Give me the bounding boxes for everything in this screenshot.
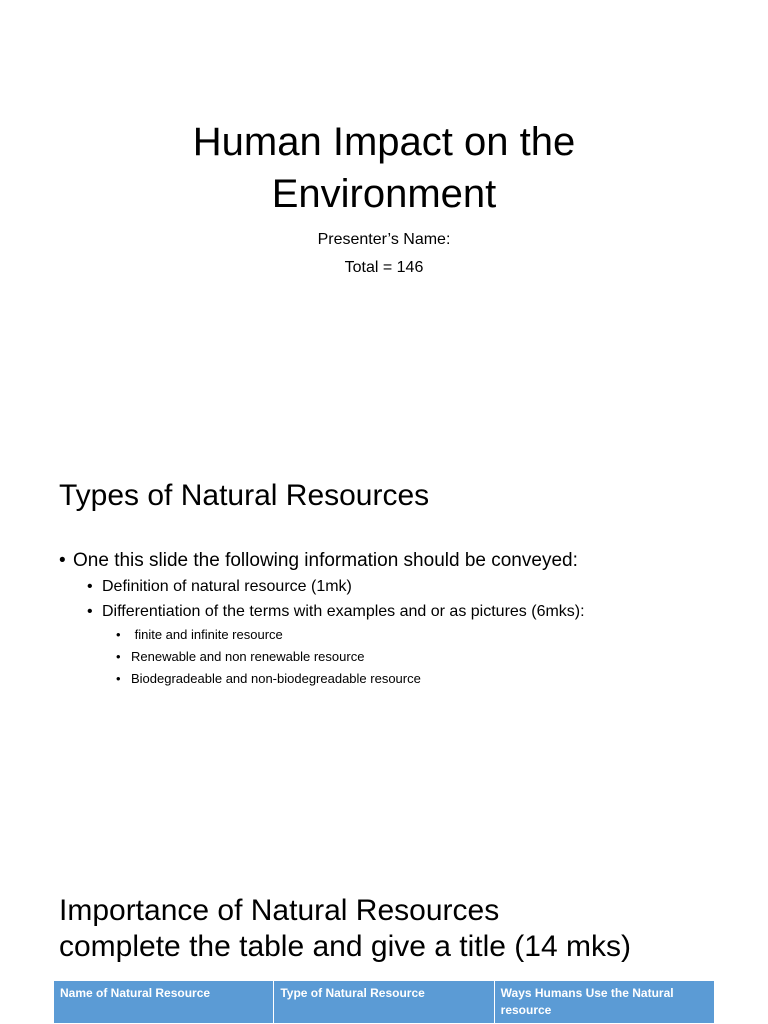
importance-slide xyxy=(0,860,768,1024)
heading-line-2: complete the table and give a title (14 mks) xyxy=(59,930,631,963)
types-slide xyxy=(0,440,768,860)
slide-heading xyxy=(59,893,631,965)
sub-bullet-renewable: • Renewable and non renewable resource xyxy=(59,648,739,666)
heading-line-1: Importance of Natural Resources xyxy=(59,894,500,927)
bullet-differentiation: • Differentiation of the terms with examples and or as pictures (6mks): xyxy=(59,601,739,623)
title-line-1: Human Impact on the xyxy=(192,120,576,164)
header-type-of-resource: Type of Natural Resource xyxy=(274,981,494,1024)
sub-bullet-finite: • finite and infinite resource xyxy=(59,626,739,644)
slide-heading: Types of Natural Resources xyxy=(59,479,430,512)
bullet-list xyxy=(59,548,739,692)
bullet-main: • One this slide the following information should be conveyed: xyxy=(59,548,739,574)
title-line-2: Environment xyxy=(271,172,497,216)
resources-table xyxy=(53,980,715,1024)
header-name-of-resource: Name of Natural Resource xyxy=(54,981,274,1024)
title-slide xyxy=(0,0,768,440)
sub-bullet-biodegradeable: • Biodegradeable and non-biodegreadable resource xyxy=(59,670,739,688)
total-marks: Total = 146 xyxy=(344,259,424,276)
header-ways-humans-use: Ways Humans Use the Natural resource xyxy=(494,981,714,1024)
presentation-title xyxy=(0,116,768,220)
presenter-name-label: Presenter’s Name: xyxy=(317,231,451,248)
bullet-definition: • Definition of natural resource (1mk) xyxy=(59,576,739,598)
table-header-row xyxy=(54,981,715,1024)
